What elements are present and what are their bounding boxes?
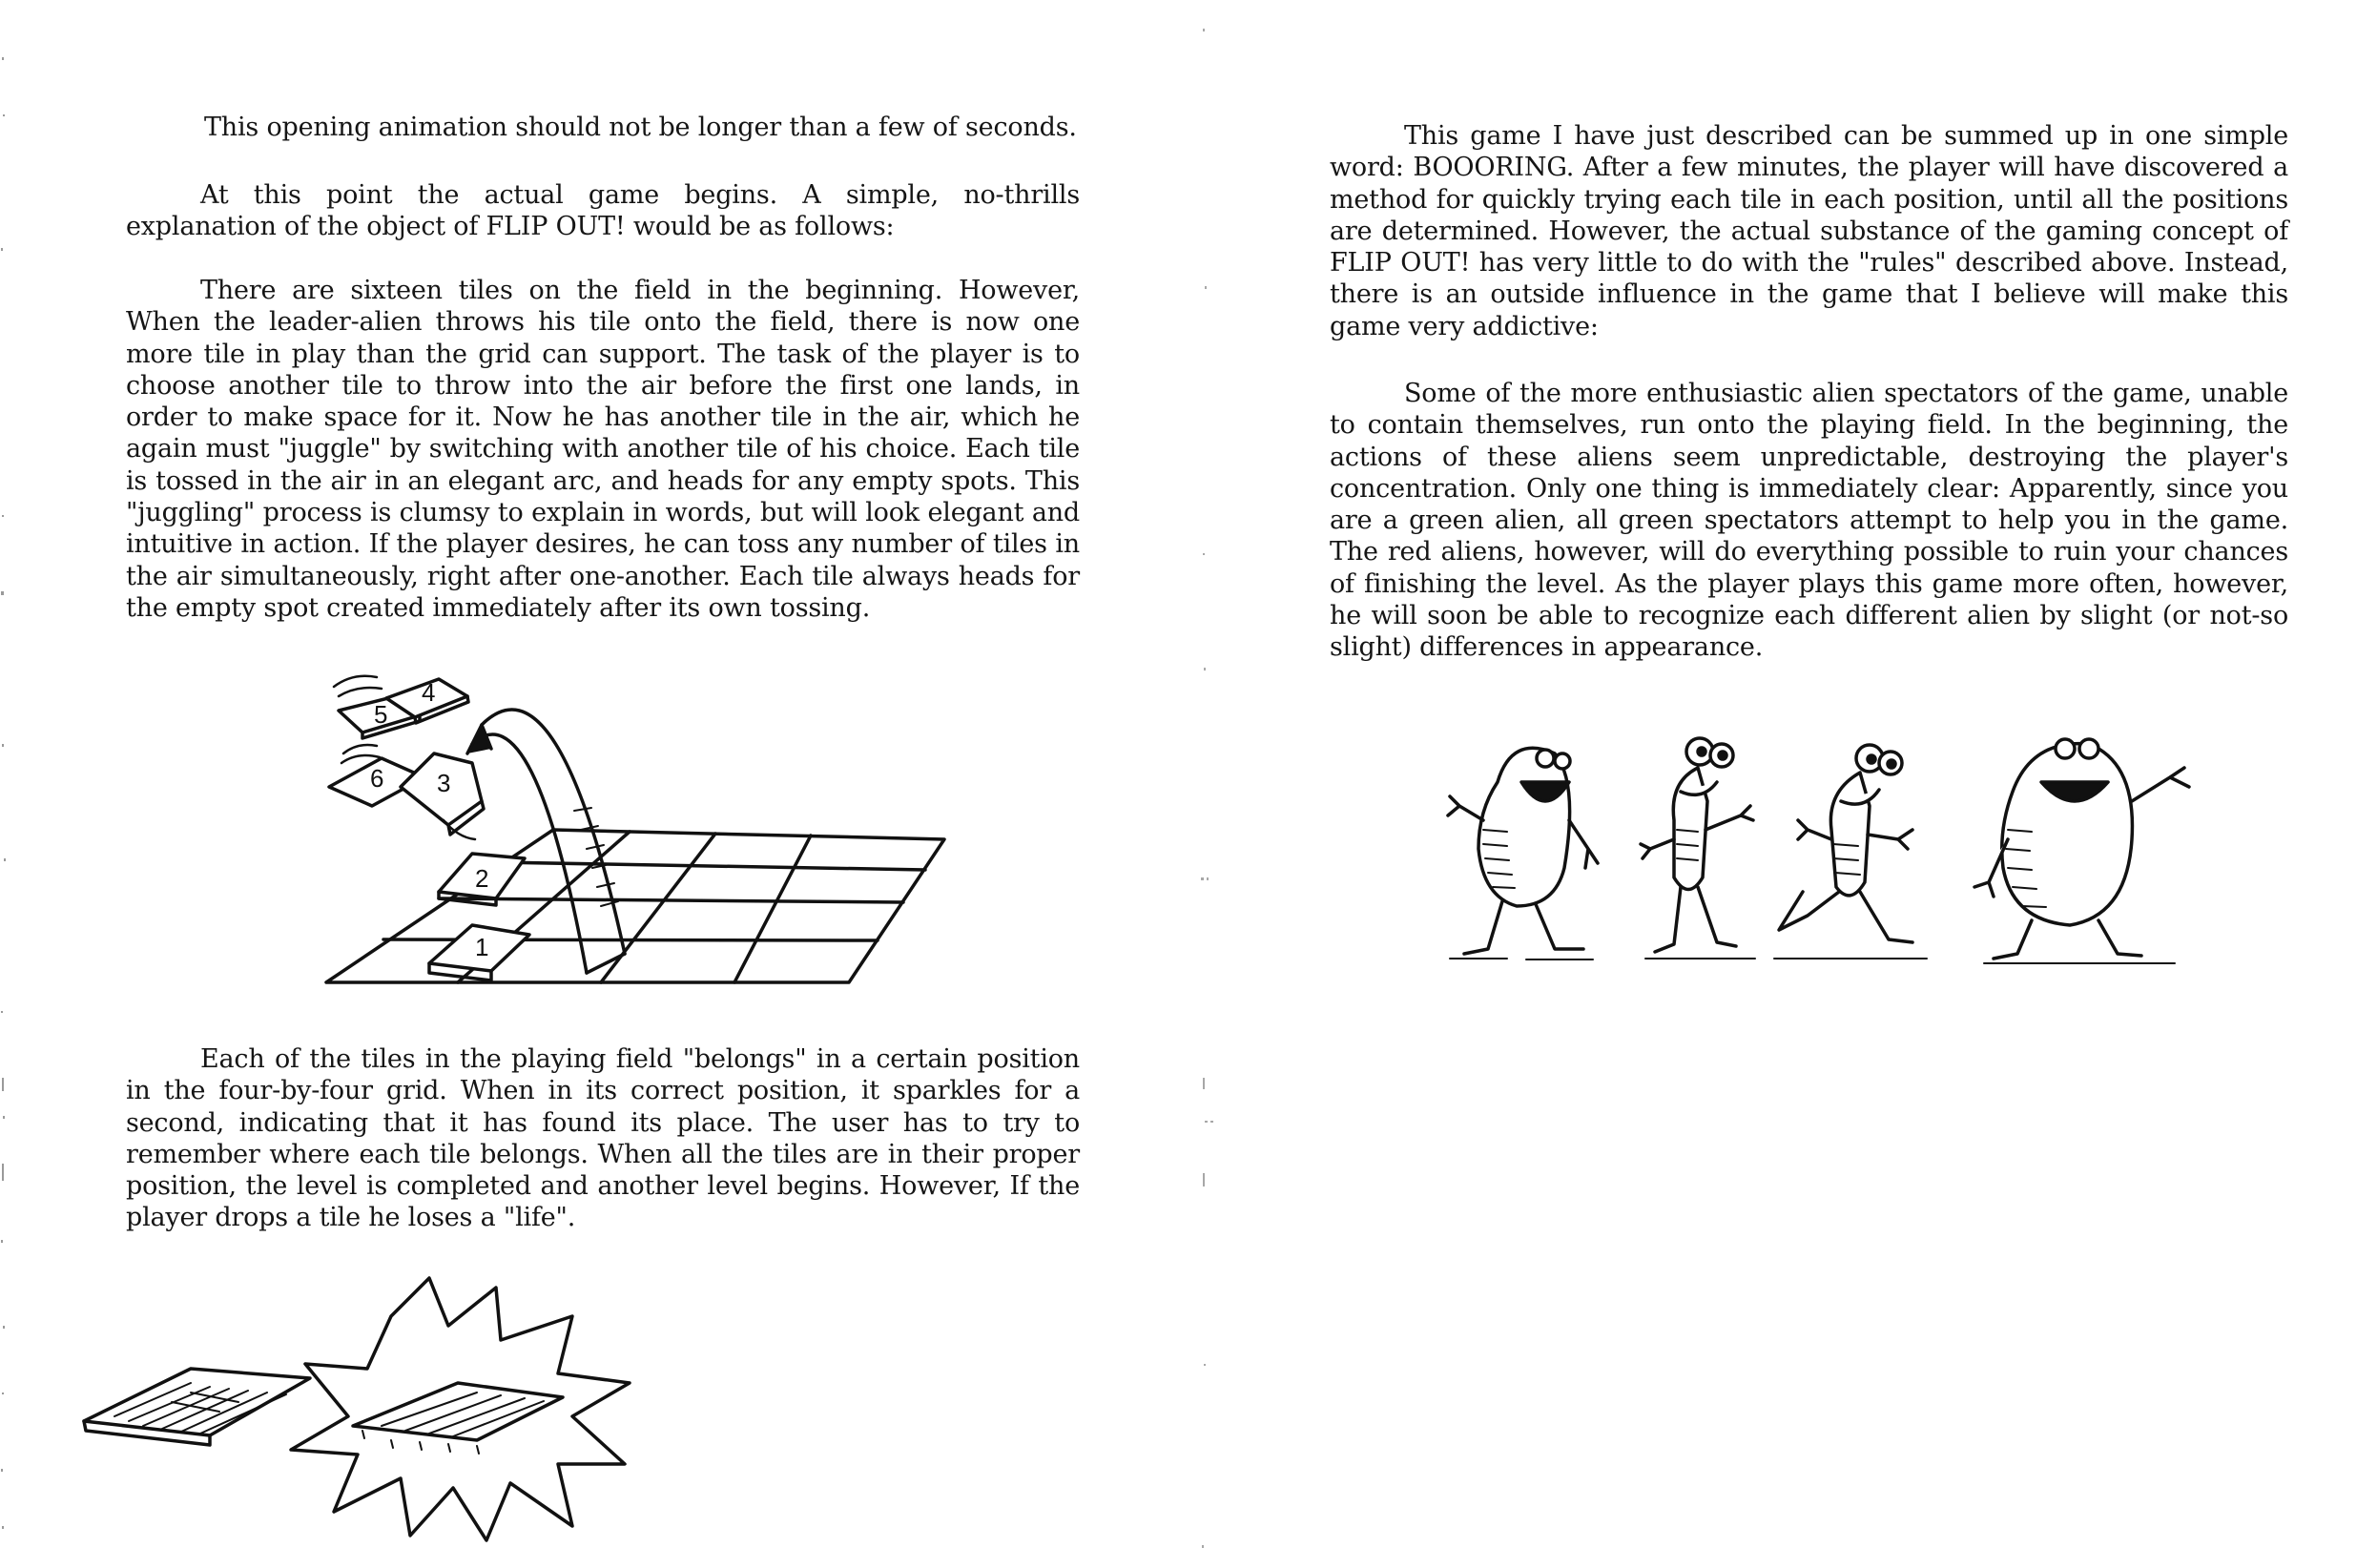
left-paragraph-3: There are sixteen tiles on the field in the beginning. However, When the leader-alien throws his tile onto the field, there is now one more tile in play than the grid can support. The task of the player is to choose another tile to throw into the air before the first one lands, in order to make space for it. Now he has another tile in the air, which he again must "juggle" by switching with another tile of his choice. Each tile is tossed in the air in an elegant arc, and heads for any empty spots. This "juggling" process is clumsy to explain in words, but will look elegant and intuitive in action. If the player desires, he can toss any number of tiles in the air simultaneously, right after one-another. Each tile always heads for the empty spot created immediately after its own tossing. (126, 276, 1080, 623)
right-page (1192, 0, 2377, 1568)
alien-1 (1448, 748, 1598, 959)
tile-label-6: 6 (370, 764, 384, 793)
tile-label-2: 2 (475, 864, 489, 893)
tile-label-3: 3 (437, 769, 451, 797)
sparkle-burst (291, 1278, 630, 1540)
alien-2 (1641, 738, 1755, 959)
left-paragraph-2: At this point the actual game begins. A simple, no-thrills explanation of the object of FLIP OUT! would be as follows: (126, 180, 1080, 242)
right-paragraph-2: Some of the more enthusiastic alien spectators of the game, unable to contain themselves, run onto the playing field. In the beginning, the actions of these aliens seem unpredictable, destroying the player's concentration. Only one thing is immediately clear: Apparently, since you are a green alien, all green spectators attempt to help you in the game. The red aliens, however, will do everything possible to ruin your chances of finishing the level. As the player plays this game more often, however, he will soon be able to recognize each different alien by slight (or not-so slight) differences in appearance. (1330, 379, 2288, 663)
left-paragraph-1: This opening animation should not be longer than a few of seconds. (204, 113, 1077, 142)
tile-label-1: 1 (475, 933, 489, 961)
alien-4 (1974, 739, 2189, 963)
alien-spectators-illustration (1431, 725, 2366, 973)
juggling-tiles-illustration (315, 658, 982, 1001)
sparkling-tile-illustration (76, 1259, 744, 1545)
four-by-four-grid (326, 830, 944, 982)
tile-label-5: 5 (374, 700, 388, 729)
dropped-tile (84, 1369, 310, 1445)
left-paragraph-4: Each of the tiles in the playing field "belongs" in a certain position in the four-by-four grid. When in its correct position, it sparkles for a second, indicating that it has found its place. The user has to try to remember where each tile belongs. When all the tiles are in their proper position, the level is completed and another level begins. However, If the player drops a tile he loses a "life". (126, 1044, 1080, 1233)
right-paragraph-1: This game I have just described can be summed up in one simple word: BOOORING. After a few minutes, the player will have discovered a method for quickly trying each tile in each position, until all the positions are determined. However, the actual substance of the gaming concept of FLIP OUT! has very little to do with the "rules" described above. Instead, there is an outside influence in the game that I believe will make this game very addictive: (1330, 121, 2288, 341)
tile-label-4: 4 (422, 678, 436, 707)
alien-3 (1774, 745, 1927, 959)
